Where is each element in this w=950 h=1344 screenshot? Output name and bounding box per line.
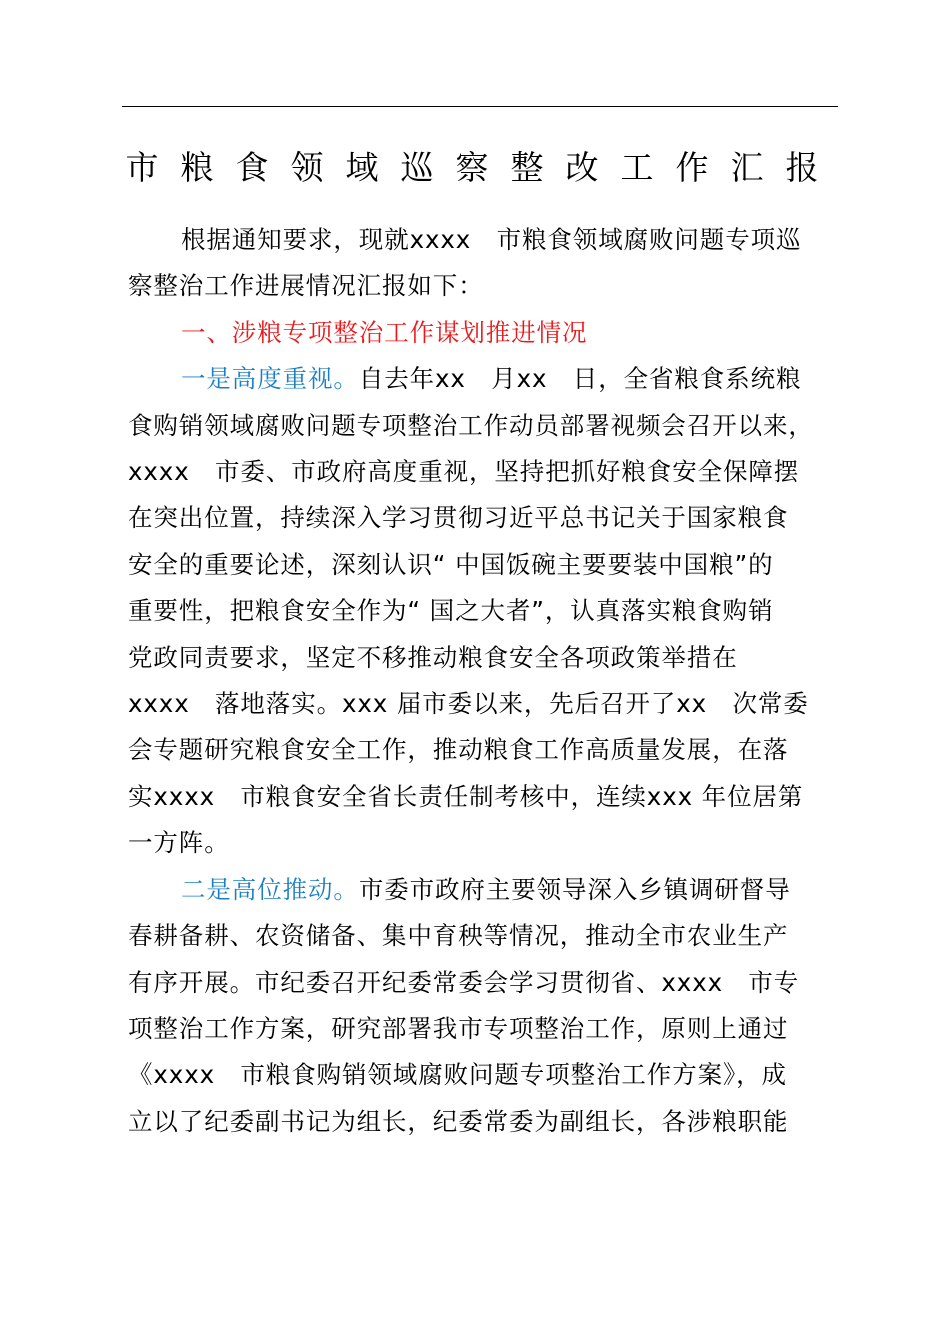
paragraph-first-line (128, 867, 834, 913)
paragraph-line: 《xxxx 市粮食购销领域腐败问题专项整治工作方案》，成 (128, 1060, 787, 1090)
paragraph-line: xxxx 落地落实。xxx 届市委以来，先后召开了xx 次常委 (128, 689, 809, 719)
header-rule (122, 106, 838, 107)
paragraph-text: 自去年xx 月xx 日，全省粮食系统粮 (358, 364, 802, 394)
paragraph-line: 党政同责要求，坚定不移推动粮食安全各项政策举措在 (128, 642, 738, 672)
paragraph-line: 重要性，把粮食安全作为“ 国之大者”，认真落实粮食购销 (128, 596, 774, 626)
paragraph-line: 在突出位置，持续深入学习贯彻习近平总书记关于国家粮食 (128, 503, 789, 533)
paragraph-text: 市委市政府主要领导深入乡镇调研督导 (358, 874, 791, 904)
paragraph-line: 立以了纪委副书记为组长，纪委常委为副组长，各涉粮职能 (128, 1106, 789, 1136)
paragraph-line: 安全的重要论述，深刻认识“ 中国饭碗主要要装中国粮”的 (128, 549, 774, 579)
paragraph-line: 食购销领域腐败问题专项整治工作动员部署视频会召开以来， (128, 410, 814, 440)
paragraph-line: 会专题研究粮食安全工作，推动粮食工作高质量发展，在落 (128, 735, 789, 765)
section-heading: 一、涉粮专项整治工作谋划推进情况 (181, 317, 588, 347)
paragraph-line: 春耕备耕、农资储备、集中育秧等情况，推动全市农业生产 (128, 921, 789, 951)
paragraph-line: 实xxxx 市粮食安全省长责任制考核中，连续xxx 年位居第 (128, 781, 804, 811)
paragraph-line: 一方阵。 (128, 828, 230, 858)
paragraph-line: 项整治工作方案，研究部署我市专项整治工作，原则上通过 (128, 1013, 789, 1043)
document-title: 市粮食领域巡察整改工作汇报 (125, 148, 841, 187)
paragraph-line: xxxx 市委、市政府高度重视，坚持把抓好粮食安全保障摆 (128, 457, 800, 487)
intro-line: 察整治工作进展情况汇报如下： (128, 271, 484, 301)
paragraph-lead: 一是高度重视。 (181, 364, 359, 394)
document-body (128, 217, 834, 1145)
paragraph-first-line (128, 356, 834, 402)
paragraph-lead: 二是高位推动。 (181, 874, 359, 904)
paragraph-line: 有序开展。市纪委召开纪委常委会学习贯彻省、xxxx 市专 (128, 967, 800, 997)
intro-line: 根据通知要求，现就xxxx 市粮食领域腐败问题专项巡 (181, 225, 802, 254)
